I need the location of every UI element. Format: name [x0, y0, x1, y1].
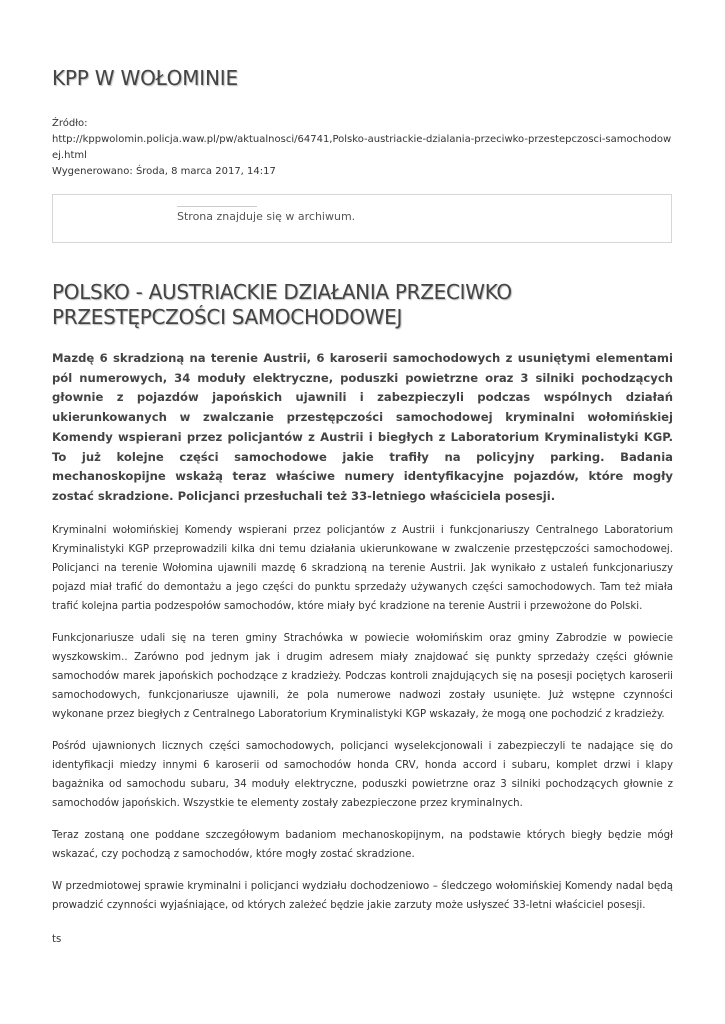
article-paragraph: Teraz zostaną one poddane szczegółowym badaniom mechanoskopijnym, na podstawie których biegły będzie mógł wskazać, czy pochodzą z samochodów, które mogły zostać skradzione. [52, 830, 673, 860]
article-paragraph: Pośród ujawnionych licznych części samochodowych, policjanci wyselekcjonowali i zabezpieczyli te nadające się do identyfikacji miedzy innymi 6 karoserii od samochodów honda CRV, honda accord i subaru, komplet drzwi i klapy bagażnika od samochodu subaru, 34 moduły elektryczne, poduszki powietrzne oraz 3 silniki pochodzących głownie z samochodów japońskich. Wszystkie te elementy zostały zabezpieczone przez kryminalnych. [52, 741, 673, 809]
article-paragraph: Kryminalni wołomińskiej Komendy wspierani przez policjantów z Austrii i funkcjonariuszy Centralnego Laboratorium Kryminalistyki KGP przeprowadzili kilka dni temu działania ukierunkowane w zwalczenie przestępczości samochodowej. Policjanci na terenie Wołomina ujawnili mazdę 6 skradzioną na terenie Austrii. Jak wynikało z ustaleń funkcjonariuszy pojazd miał trafić do demontażu a jego części do punktu sprzedaży używanych części samochodowych. Tam też miała trafić kolejna partia podzespołów samochodów, które miały być kradzione na terenie Austrii i przewożone do Polski. [52, 525, 673, 612]
generated-timestamp: Wygenerowano: Środa, 8 marca 2017, 14:17 [52, 166, 276, 177]
source-label: Źródło: [52, 118, 88, 129]
source-url: http://kppwolomin.policja.waw.pl/pw/aktualnosci/64741,Polsko-austriackie-dzialania-przeciwko-przestepczosci-samochodowej.html [52, 134, 672, 161]
article-paragraph: Funkcjonariusze udali się na teren gminy Strachówka w powiecie wołomińskim oraz gminy Zabrodzie w powiecie wyszkowskim.. Zarówno pod jednym jak i drugim adresem miały znajdować się punkty sprzedaży części głównie samochodów marek japońskich pochodzące z kradzieży. Podczas kontroli znajdujących się na posesji pociętych karoserii samochodowych, funkcjonariusze ujawnili, że pola numerowe nadwozi zostały usunięte. Już wstępne czynności wykonane przez biegłych z Centralnego Laboratorium Kryminalistyki KGP wskazały, że mogą one pochodzić z kradzieży. [52, 633, 673, 720]
archive-divider [177, 206, 257, 207]
archive-notice-box [52, 194, 672, 243]
author-signature: ts [52, 934, 62, 945]
article-paragraph: W przedmiotowej sprawie kryminalni i policjanci wydziału dochodzeniowo – śledczego wołomińskiej Komendy nadal będą prowadzić czynności wyjaśniające, od których zależeć będzie jakie zarzuty może usłyszeć 33-letni właściciel posesji. [52, 881, 673, 911]
document-meta [52, 116, 674, 180]
article-title: POLSKO - AUSTRIACKIE DZIAŁANIA PRZECIWKO PRZESTĘPCZOŚCI SAMOCHODOWEJ [52, 280, 512, 329]
article-lead: Mazdę 6 skradzioną na terenie Austrii, 6 karoserii samochodowych z usuniętymi elementami pól numerowych, 34 moduły elektryczne, poduszki powietrzne oraz 3 silniki pochodzących głownie z pojazdów japońskich ujawnili i zabezpieczyli podczas wspólnych działań ukierunkowanych w zwalczanie przestępczości samochodowej kryminalni wołomińskiej Komendy wspierani przez policjantów z Austrii i biegłych z Laboratorium Kryminalistyki KGP. To już kolejne części samochodowe jakie trafiły na policyjny parking. Badania mechanoskopijne wskażą teraz właściwe numery identyfikacyjne pojazdów, które mogły zostać skradzione. Policjanci przesłuchali też 33-letniego właściciela posesji. [52, 351, 673, 503]
archive-notice: Strona znajduje się w archiwum. [177, 210, 356, 223]
article-body [52, 521, 673, 962]
site-title: KPP W WOŁOMINIE [52, 66, 238, 90]
